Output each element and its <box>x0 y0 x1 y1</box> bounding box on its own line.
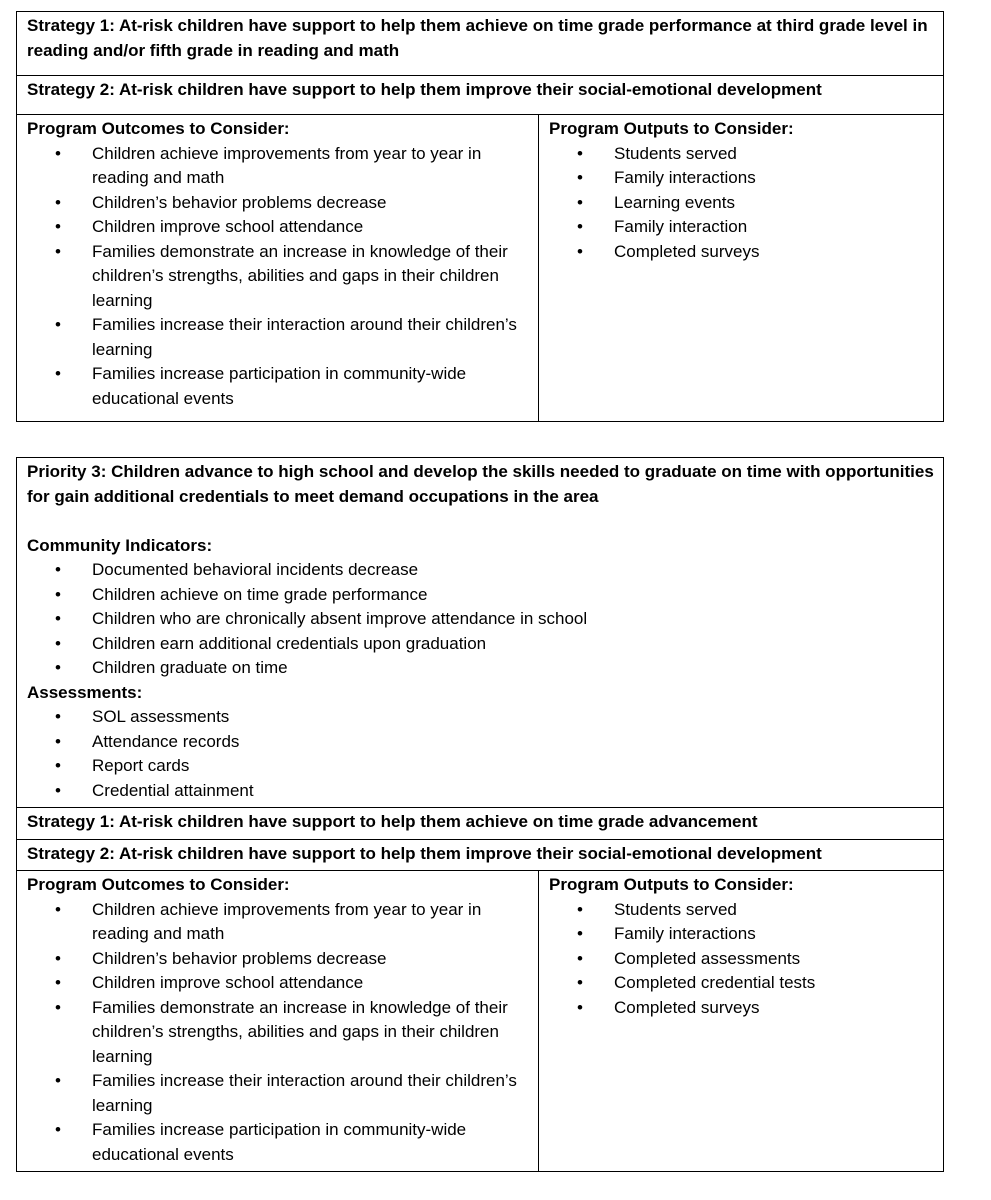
strategy-2-cell: Strategy 2: At-risk children have support to help them improve their social-emotional development <box>17 76 944 115</box>
priority-title: Priority 3: Children advance to high school and develop the skills needed to graduate on time with opportunities for gain additional credentials to meet demand occupations in the area <box>27 462 934 506</box>
list-item: • Completed surveys <box>605 240 934 265</box>
list-item: • Children achieve on time grade performance <box>83 583 934 608</box>
strategy-1-cell: Strategy 1: At-risk children have support to help them achieve on time grade advancement <box>17 808 944 840</box>
assessments-heading: Assessments: <box>27 682 143 702</box>
outputs-cell <box>539 871 944 1172</box>
list-item: • Students served <box>605 142 934 167</box>
strategy-1-cell: Strategy 1: At-risk children have support to help them achieve on time grade performance at third grade level in reading and/or fifth grade in reading and math <box>17 12 944 76</box>
strategy-row <box>17 839 944 871</box>
outputs-heading: Program Outputs to Consider: <box>549 119 794 138</box>
list-item: • Completed surveys <box>605 996 934 1021</box>
priority-table-3 <box>16 457 944 1172</box>
list-item: • Families increase participation in community-wide educational events <box>83 362 529 411</box>
list-item: • Families demonstrate an increase in knowledge of their children’s strengths, abilities and gaps in their children learning <box>83 240 529 314</box>
list-item: • Children who are chronically absent improve attendance in school <box>83 607 934 632</box>
list-item: • Credential attainment <box>83 779 934 804</box>
list-item: • Family interaction <box>605 215 934 240</box>
outputs-list <box>549 898 934 1021</box>
strategy-row <box>17 808 944 840</box>
outcomes-cell <box>17 115 539 422</box>
list-item: • Children achieve improvements from year to year in reading and math <box>83 142 529 191</box>
list-item: • Families increase their interaction around their children’s learning <box>83 313 529 362</box>
list-item: • Families demonstrate an increase in knowledge of their children’s strengths, abilities and gaps in their children learning <box>83 996 529 1070</box>
indicators-heading: Community Indicators: <box>27 535 213 555</box>
outputs-list <box>549 142 934 265</box>
outcomes-outputs-row <box>17 115 944 422</box>
list-item: • Documented behavioral incidents decrease <box>83 558 934 583</box>
list-item: • Report cards <box>83 754 934 779</box>
outputs-cell <box>539 115 944 422</box>
assessments-list <box>27 705 934 803</box>
list-item: • Family interactions <box>605 922 934 947</box>
list-item: • SOL assessments <box>83 705 934 730</box>
list-item: • Learning events <box>605 191 934 216</box>
list-item: • Students served <box>605 898 934 923</box>
strategy-row <box>17 12 944 76</box>
outcomes-heading: Program Outcomes to Consider: <box>27 119 290 138</box>
list-item: • Children improve school attendance <box>83 971 529 996</box>
list-item: • Children improve school attendance <box>83 215 529 240</box>
outcomes-list <box>27 898 529 1168</box>
list-item: • Attendance records <box>83 730 934 755</box>
outcomes-list <box>27 142 529 412</box>
list-item: • Completed assessments <box>605 947 934 972</box>
outputs-heading: Program Outputs to Consider: <box>549 875 794 894</box>
outcomes-cell <box>17 871 539 1172</box>
list-item: • Children graduate on time <box>83 656 934 681</box>
list-item: • Families increase participation in community-wide educational events <box>83 1118 529 1167</box>
priority-cell <box>17 458 944 808</box>
outcomes-outputs-row <box>17 871 944 1172</box>
list-item: • Children achieve improvements from year to year in reading and math <box>83 898 529 947</box>
strategy-table-1 <box>16 11 944 422</box>
priority-row <box>17 458 944 808</box>
outcomes-heading: Program Outcomes to Consider: <box>27 875 290 894</box>
strategy-2-cell: Strategy 2: At-risk children have support to help them improve their social-emotional development <box>17 839 944 871</box>
strategy-row <box>17 76 944 115</box>
list-item: • Completed credential tests <box>605 971 934 996</box>
list-item: • Children’s behavior problems decrease <box>83 947 529 972</box>
list-item: • Children’s behavior problems decrease <box>83 191 529 216</box>
list-item: • Families increase their interaction around their children’s learning <box>83 1069 529 1118</box>
indicators-list <box>27 558 934 681</box>
list-item: • Family interactions <box>605 166 934 191</box>
list-item: • Children earn additional credentials upon graduation <box>83 632 934 657</box>
